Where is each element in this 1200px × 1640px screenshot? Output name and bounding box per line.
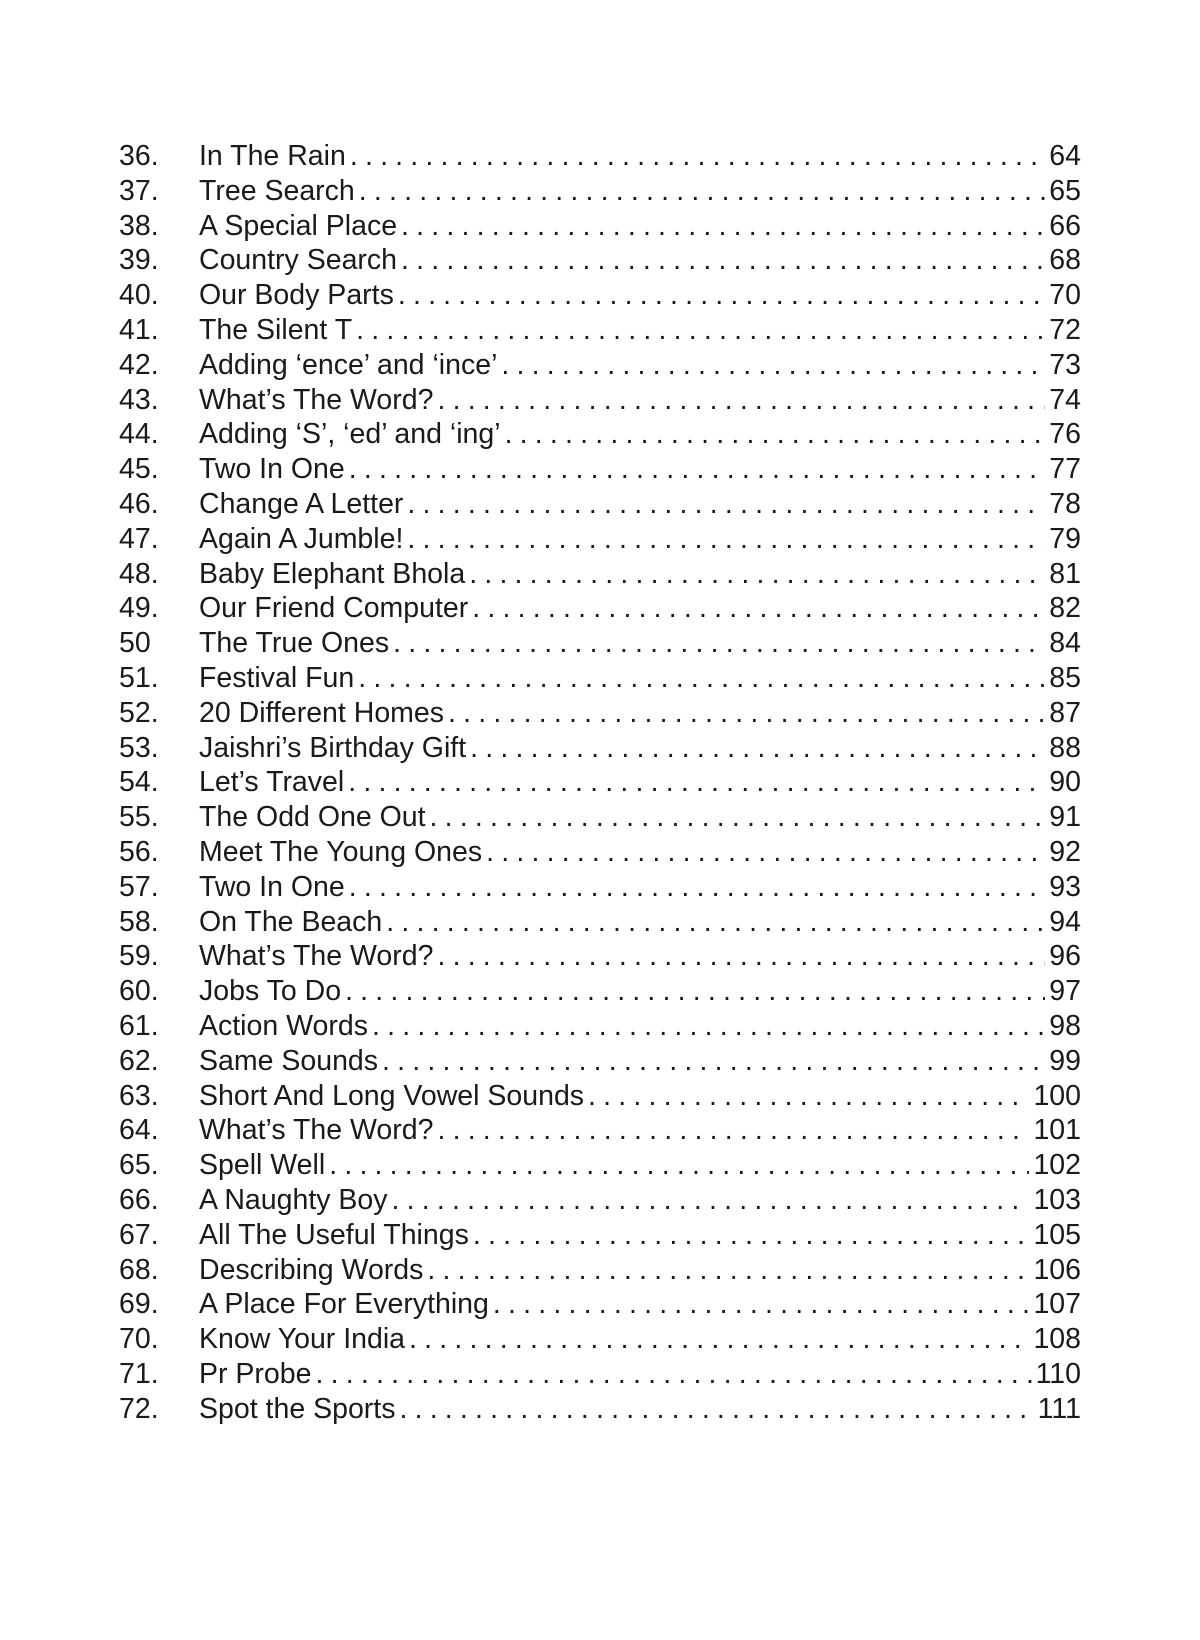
dot-leader xyxy=(329,1148,1029,1183)
dot-leader xyxy=(437,383,1045,418)
toc-entry-page-number: 87 xyxy=(1049,696,1081,729)
toc-entry-page-number: 65 xyxy=(1049,174,1081,207)
toc-entry-number: 69. xyxy=(119,1288,159,1321)
dot-leader xyxy=(349,870,1046,905)
toc-entry-number: 36. xyxy=(119,140,159,172)
toc-entry-page-number: 82 xyxy=(1049,592,1081,625)
dot-leader xyxy=(358,661,1045,696)
toc-entry-title: Spell Well xyxy=(199,1149,326,1182)
toc-entry-number: 49. xyxy=(119,592,159,625)
toc-entry[interactable] xyxy=(119,452,1081,487)
toc-entry[interactable] xyxy=(119,1044,1081,1079)
toc-entry-number: 44. xyxy=(119,418,159,451)
toc-entry-page-number: 66 xyxy=(1049,209,1081,242)
toc-entry-title: Baby Elephant Bhola xyxy=(199,557,466,590)
toc-entry-number: 41. xyxy=(119,313,159,346)
toc-entry[interactable] xyxy=(119,417,1081,452)
toc-entry-number: 63. xyxy=(119,1079,159,1112)
toc-entry-page-number: 85 xyxy=(1049,661,1081,694)
toc-entry-number: 42. xyxy=(119,348,159,381)
dot-leader xyxy=(409,1322,1029,1357)
toc-entry[interactable] xyxy=(119,1148,1081,1183)
toc-entry-number: 53. xyxy=(119,731,159,764)
toc-entry-title: Same Sounds xyxy=(199,1044,379,1077)
toc-entry-number: 62. xyxy=(119,1044,159,1077)
toc-entry[interactable] xyxy=(119,974,1081,1009)
toc-entry-page-number: 64 xyxy=(1049,140,1081,172)
toc-entry[interactable] xyxy=(119,696,1081,731)
toc-entry-number: 61. xyxy=(119,1009,159,1042)
dot-leader xyxy=(392,1183,1030,1218)
toc-entry[interactable] xyxy=(119,800,1081,835)
toc-entry-number: 48. xyxy=(119,557,159,590)
dot-leader xyxy=(501,348,1045,383)
toc-entry-title: Our Body Parts xyxy=(199,279,394,312)
toc-entry-page-number: 94 xyxy=(1049,905,1081,938)
toc-entry-page-number: 101 xyxy=(1033,1114,1081,1147)
dot-leader xyxy=(399,1392,1033,1427)
toc-entry-page-number: 72 xyxy=(1049,313,1081,346)
toc-entry-title: What’s The Word? xyxy=(199,940,434,973)
dot-leader xyxy=(398,278,1045,313)
toc-entry-page-number: 92 xyxy=(1049,835,1081,868)
toc-entry-number: 64. xyxy=(119,1114,159,1147)
toc-entry-number: 57. xyxy=(119,870,159,903)
toc-entry-number: 40. xyxy=(119,279,159,312)
toc-entry-number: 37. xyxy=(119,174,159,207)
toc-entry[interactable] xyxy=(119,487,1081,522)
toc-entry-number: 71. xyxy=(119,1357,159,1390)
toc-entry-number: 58. xyxy=(119,905,159,938)
toc-entry-title: Our Friend Computer xyxy=(199,592,469,625)
dot-leader xyxy=(505,417,1046,452)
toc-entry-page-number: 78 xyxy=(1049,487,1081,520)
toc-entry[interactable] xyxy=(119,348,1081,383)
toc-entry-number: 72. xyxy=(119,1392,159,1425)
toc-entry[interactable] xyxy=(119,835,1081,870)
toc-entry[interactable] xyxy=(119,905,1081,940)
toc-entry-title: Short And Long Vowel Sounds xyxy=(199,1079,585,1112)
toc-entry[interactable] xyxy=(119,1218,1081,1253)
toc-entry-number: 55. xyxy=(119,801,159,834)
toc-entry-number: 60. xyxy=(119,975,159,1008)
toc-entry-number: 54. xyxy=(119,766,159,799)
toc-entry-title: The Silent T xyxy=(199,313,353,346)
dot-leader xyxy=(407,522,1045,557)
toc-entry-page-number: 100 xyxy=(1033,1079,1081,1112)
toc-entry-page-number: 103 xyxy=(1033,1183,1081,1216)
toc-entry-page-number: 110 xyxy=(1035,1357,1081,1390)
toc-entry[interactable] xyxy=(119,1253,1081,1288)
dot-leader xyxy=(588,1079,1029,1114)
toc-entry-title: Know Your India xyxy=(199,1323,405,1356)
toc-entry[interactable] xyxy=(119,870,1081,905)
dot-leader xyxy=(359,174,1046,209)
toc-entry-number: 51. xyxy=(119,661,159,694)
toc-entry[interactable] xyxy=(119,1322,1081,1357)
toc-entry-page-number: 96 xyxy=(1049,940,1081,973)
dot-leader xyxy=(470,731,1045,766)
toc-entry-number: 68. xyxy=(119,1253,159,1286)
toc-entry-number: 47. xyxy=(119,522,159,555)
toc-entry[interactable] xyxy=(119,557,1081,592)
toc-entry-title: A Special Place xyxy=(199,209,398,242)
toc-entry-title: Jaishri’s Birthday Gift xyxy=(199,731,467,764)
toc-entry-number: 46. xyxy=(119,487,159,520)
toc-entry-title: The Odd One Out xyxy=(199,801,426,834)
toc-entry[interactable] xyxy=(119,243,1081,278)
toc-entry-page-number: 106 xyxy=(1033,1253,1081,1286)
toc-entry-title: Pr Probe xyxy=(199,1357,312,1390)
dot-leader xyxy=(350,139,1045,174)
toc-entry-number: 67. xyxy=(119,1218,159,1251)
toc-entry-page-number: 84 xyxy=(1049,627,1081,660)
dot-leader xyxy=(493,1287,1030,1322)
dot-leader xyxy=(437,1113,1029,1148)
toc-entry[interactable] xyxy=(119,765,1081,800)
toc-entry-page-number: 76 xyxy=(1049,418,1081,451)
toc-entry-title: What’s The Word? xyxy=(199,1114,434,1147)
toc-entry-title: Tree Search xyxy=(199,174,355,207)
toc-entry-page-number: 108 xyxy=(1033,1323,1081,1356)
toc-entry-page-number: 107 xyxy=(1033,1288,1081,1321)
toc-entry-number: 56. xyxy=(119,835,159,868)
dot-leader xyxy=(393,626,1045,661)
toc-entry[interactable] xyxy=(119,1113,1081,1148)
toc-entry-page-number: 111 xyxy=(1037,1392,1081,1425)
dot-leader xyxy=(382,1044,1045,1079)
toc-entry[interactable] xyxy=(119,1287,1081,1322)
dot-leader xyxy=(473,1218,1030,1253)
dot-leader xyxy=(348,765,1045,800)
toc-entry[interactable] xyxy=(119,522,1081,557)
toc-entry-title: Country Search xyxy=(199,244,398,277)
toc-entry-title: Two In One xyxy=(199,453,345,486)
toc-entry-title: What’s The Word? xyxy=(199,383,434,416)
toc-entry-title: A Naughty Boy xyxy=(199,1183,388,1216)
toc-entry-page-number: 73 xyxy=(1049,348,1081,381)
dot-leader xyxy=(401,243,1045,278)
toc-entry-page-number: 70 xyxy=(1049,279,1081,312)
dot-leader xyxy=(386,905,1045,940)
toc-entry-title: 20 Different Homes xyxy=(199,696,445,729)
toc-entry[interactable] xyxy=(119,278,1081,313)
dot-leader xyxy=(486,835,1045,870)
toc-entry-title: Again A Jumble! xyxy=(199,522,404,555)
toc-entry-number: 45. xyxy=(119,453,159,486)
toc-entry-page-number: 77 xyxy=(1049,453,1081,486)
dot-leader xyxy=(469,557,1045,592)
toc-entry-page-number: 105 xyxy=(1033,1218,1081,1251)
toc-entry-page-number: 79 xyxy=(1049,522,1081,555)
toc-entry[interactable] xyxy=(119,626,1081,661)
toc-entry[interactable] xyxy=(119,1392,1081,1427)
toc-entry-title: Festival Fun xyxy=(199,661,355,694)
toc-entry[interactable] xyxy=(119,313,1081,348)
dot-leader xyxy=(448,696,1045,731)
dot-leader xyxy=(356,313,1045,348)
toc-entry[interactable] xyxy=(119,139,1081,174)
toc-entry[interactable] xyxy=(119,731,1081,766)
toc-entry-title: Spot the Sports xyxy=(199,1392,396,1425)
dot-leader xyxy=(401,209,1045,244)
toc-entry-page-number: 98 xyxy=(1049,1009,1081,1042)
toc-entry-number: 65. xyxy=(119,1149,159,1182)
toc-entry[interactable] xyxy=(119,591,1081,626)
toc-entry-number: 38. xyxy=(119,209,159,242)
toc-entry-page-number: 97 xyxy=(1049,975,1081,1008)
toc-entry[interactable] xyxy=(119,661,1081,696)
dot-leader xyxy=(315,1357,1031,1392)
toc-entry[interactable] xyxy=(119,174,1081,209)
dot-leader xyxy=(437,939,1045,974)
dot-leader xyxy=(345,974,1045,1009)
dot-leader xyxy=(472,591,1045,626)
toc-entry-title: Adding ‘ence’ and ‘ince’ xyxy=(199,348,498,381)
toc-entry-number: 66. xyxy=(119,1183,159,1216)
dot-leader xyxy=(349,452,1046,487)
toc-entry-page-number: 102 xyxy=(1033,1149,1081,1182)
toc-entry-title: A Place For Everything xyxy=(199,1288,489,1321)
toc-entry-page-number: 93 xyxy=(1049,870,1081,903)
toc-entry-page-number: 68 xyxy=(1049,244,1081,277)
toc-entry[interactable] xyxy=(119,383,1081,418)
dot-leader xyxy=(407,487,1045,522)
toc-entry-title: In The Rain xyxy=(199,140,346,172)
toc-entry-number: 39. xyxy=(119,244,159,277)
toc-entry-title: On The Beach xyxy=(199,905,383,938)
toc-entry-number: 70. xyxy=(119,1323,159,1356)
dot-leader xyxy=(372,1009,1045,1044)
toc-entry-title: Action Words xyxy=(199,1009,368,1042)
toc-entry-title: Two In One xyxy=(199,870,345,903)
table-of-contents xyxy=(119,139,1081,1426)
toc-entry[interactable] xyxy=(119,939,1081,974)
toc-entry[interactable] xyxy=(119,1357,1081,1392)
toc-entry[interactable] xyxy=(119,1009,1081,1044)
toc-entry-title: Let’s Travel xyxy=(199,766,345,799)
dot-leader xyxy=(430,800,1046,835)
toc-entry-number: 59. xyxy=(119,940,159,973)
toc-entry-title: Describing Words xyxy=(199,1253,424,1286)
toc-entry-page-number: 74 xyxy=(1049,383,1081,416)
toc-entry[interactable] xyxy=(119,1079,1081,1114)
toc-entry-page-number: 91 xyxy=(1049,801,1081,834)
toc-entry-title: Change A Letter xyxy=(199,487,404,520)
toc-entry-number: 50 xyxy=(119,627,151,660)
dot-leader xyxy=(427,1253,1029,1288)
toc-entry-number: 43. xyxy=(119,383,159,416)
toc-entry-page-number: 88 xyxy=(1049,731,1081,764)
toc-entry-title: The True Ones xyxy=(199,627,390,660)
toc-entry[interactable] xyxy=(119,1183,1081,1218)
toc-entry[interactable] xyxy=(119,209,1081,244)
toc-entry-title: Jobs To Do xyxy=(199,975,342,1008)
toc-entry-page-number: 81 xyxy=(1049,557,1081,590)
toc-entry-title: Meet The Young Ones xyxy=(199,835,483,868)
toc-entry-title: All The Useful Things xyxy=(199,1218,469,1251)
toc-entry-title: Adding ‘S’, ‘ed’ and ‘ing’ xyxy=(199,418,501,451)
toc-entry-page-number: 99 xyxy=(1049,1044,1081,1077)
toc-entry-number: 52. xyxy=(119,696,159,729)
toc-entry-page-number: 90 xyxy=(1049,766,1081,799)
